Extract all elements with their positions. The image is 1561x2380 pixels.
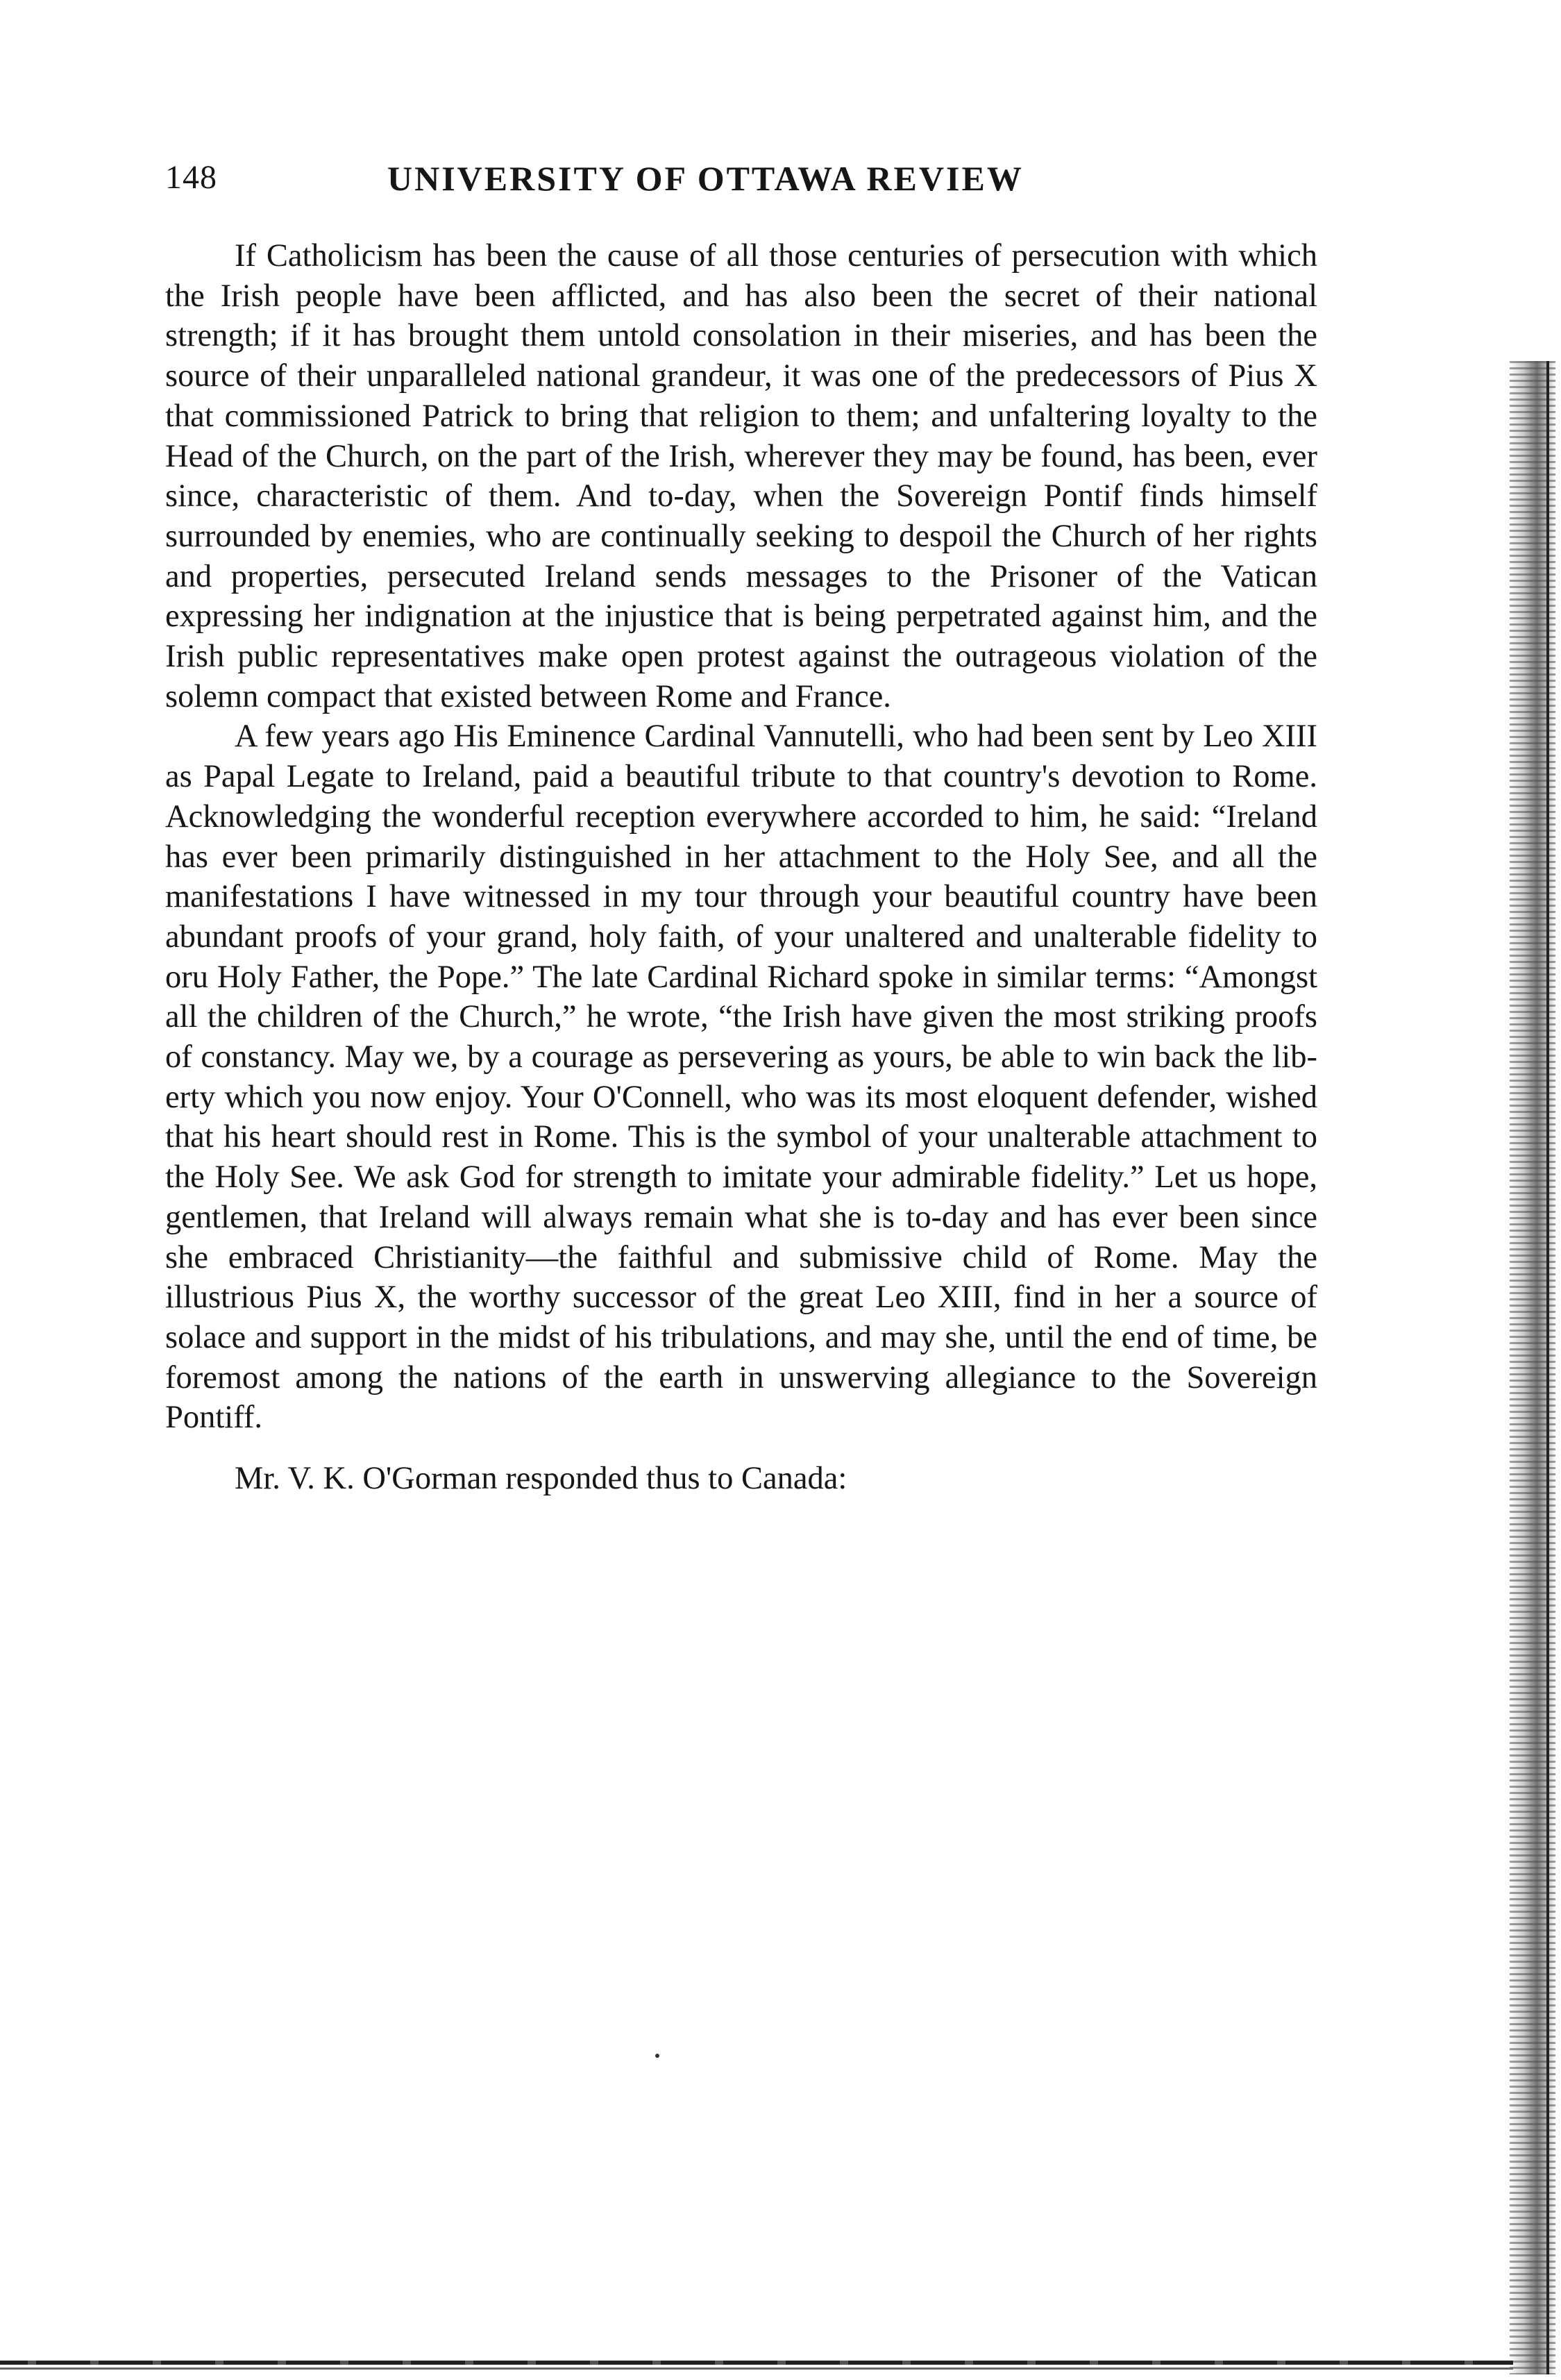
page-number: 148 — [165, 159, 217, 196]
page-header — [165, 158, 1317, 207]
paragraph: If Catholicism has been the cause of all those centuries of persecution with which the Irish people have been afflicted, and has also been the secret of their national strength; if it has brought them untold consolation in their miseries, and has been the source of their unparalleled national grandeur, it was one of the predecessors of Pius X that commissioned Patrick to bring that religion to them; and unfaltering loyalty to the Head of the Church, on the part of the Irish, wherever they may be found, has been, ever since, characteristic of them. And to-day, when the Sovereign Pontif finds himself surrounded by enemies, who are continually seeking to despoil the Church of her rights and properties, persecuted Ireland sends messages to the Prisoner of the Vatican expressing her indignation at the injustice that is being perpetrated against him, and the Irish public representatives make open protest against the outrageous violation of the solemn compact that existed between Rome and France. — [165, 238, 1317, 714]
scan-bottom-edge-line — [0, 2368, 1513, 2370]
body-text — [165, 236, 1317, 1499]
print-speck — [655, 2054, 659, 2058]
running-head: UNIVERSITY OF OTTAWA REVIEW — [387, 159, 1024, 198]
paragraph: A few years ago His Eminence Cardinal Vannutelli, who had been sent by Leo XIII as Papal Legate to Ireland, paid a beautiful tribute to that country's devotion to Rome. Acknowledging the wonderful reception everywhere accorded to him, he said: “Ireland has ever been primarily distinguished in her attachment to the Holy See, and all the manifestations I have witnessed in my tour through your beautiful country have been abundant proofs of your grand, holy faith, of your unaltered and unalterable fidelity to oru Holy Father, the Pope.” The late Cardinal Richard spoke in similar terms: “Amongst all the children of the Church,” he wrote, “the Irish have given the most striking proofs of constancy. May we, by a courage as persevering as yours, be able to win back the liberty which you now enjoy. Your O'Connell, who was its most eloquent defender, wished that his heart should rest in Rome. This is the symbol of your unalterable attachment to the Holy See. We ask God for strength to imitate your admirable fidelity.” Let us hope, gentlemen, that Ireland will always remain what she is to-day and has ever been since she embraced Christianity—the faithful and submissive child of Rome. May the illustrious Pius X, the worthy successor of the great Leo XIII, find in her a source of solace and support in the midst of his tribulations, and may she, until the end of time, be foremost among the nations of the earth in unswerving allegiance to the Sovereign Pontiff. — [165, 719, 1317, 1436]
paragraph: Mr. V. K. O'Gorman responded thus to Canada: — [235, 1461, 847, 1497]
scan-edge-line — [1546, 361, 1549, 2374]
scan-bottom-edge — [0, 2361, 1513, 2365]
